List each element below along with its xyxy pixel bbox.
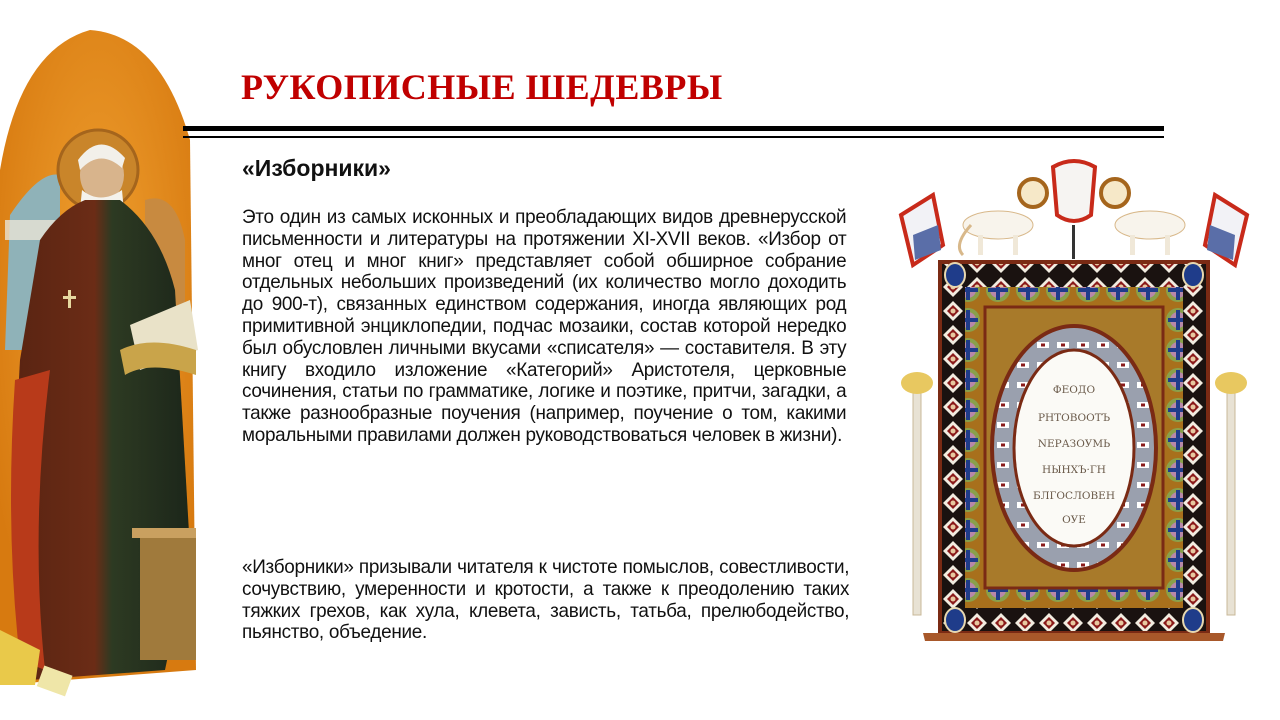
- inscription-line-6: ОУЕ: [1062, 514, 1086, 526]
- manuscript-ornament-image: [893, 155, 1255, 653]
- title-divider-thick: [183, 126, 1164, 131]
- inscription-line-3: NЕРАЗОУМЬ: [1037, 438, 1111, 450]
- body-paragraph-2: «Изборники» призывали читателя к чистоте помыслов, совестливости, сочувствию, умеренности и кротости, а также к преодолению таких тяжких грехов, как хула, клевета, зависть, татьба, прелюбодейство, пьянство, объедение.: [242, 556, 850, 644]
- inscription-line-1: ФЕОДО: [1052, 384, 1096, 396]
- section-heading: «Изборники»: [242, 155, 391, 181]
- inscription-line-2: РНТОВООТЪ: [1037, 412, 1111, 424]
- body-paragraph-1: Это один из самых исконных и преобладающих видов древнерусской письменности и литературы на протяжении XI-XVII веков. «Избор от мног отец и мног книг» представляет собой обширное собрание отдельных небольших произведений (их количество могло доходить до 900-т), связанных единством содержания, иногда являющих род примитивной энциклопедии, подчас мозаики, состав которой нередко был обусловлен личными вкусами «списателя» — составителя. В эту книгу входило изложение «Категорий» Аристотеля, церковные сочинения, статьи по грамматике, логике и поэтике, притчи, загадки, а также разнообразные поучения (например, поучение о том, какими моральными правилами должен руководствоваться человек в жизни).: [242, 206, 847, 446]
- title-divider-thin: [183, 136, 1164, 138]
- slide-title: РУКОПИСНЫЕ ШЕДЕВРЫ: [241, 67, 723, 107]
- inscription-line-5: БЛГОСЛОВЕН: [1033, 490, 1115, 502]
- inscription-line-4: НЫНХЪ·ГН: [1042, 464, 1106, 476]
- saint-icon-image: [0, 30, 200, 700]
